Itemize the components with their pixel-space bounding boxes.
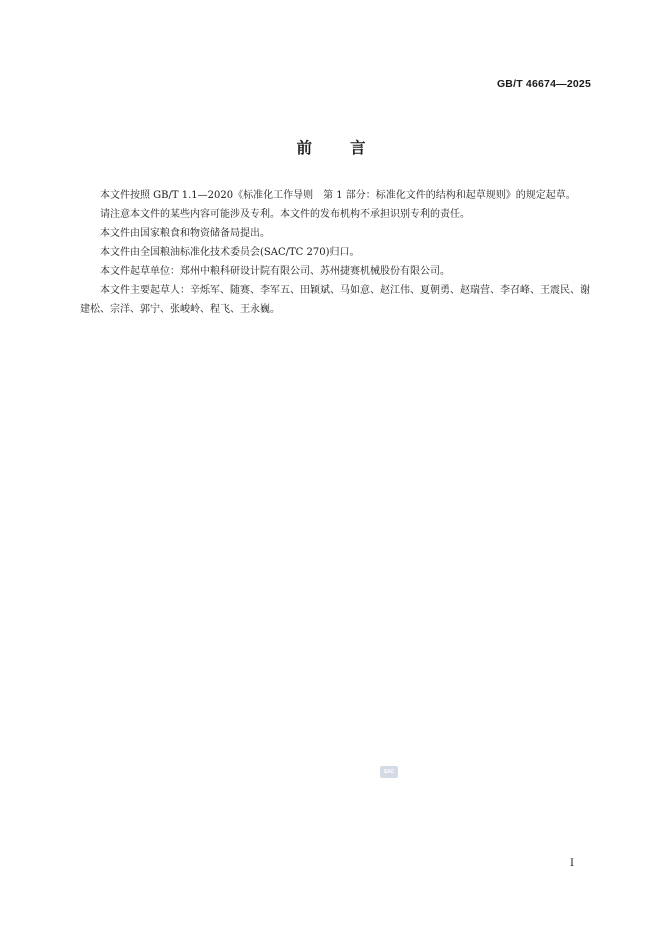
paragraph-patent-notice: 请注意本文件的某些内容可能涉及专利。本文件的发布机构不承担识别专利的责任。 xyxy=(100,209,470,220)
paragraph-committee: 本文件由全国粮油标准化技术委员会(SAC/TC 270)归口。 xyxy=(100,247,360,258)
page-number: I xyxy=(570,858,574,869)
title-char-2: 言 xyxy=(350,139,366,157)
foreword-body xyxy=(80,186,592,319)
standard-number: GB/T 46674—2025 xyxy=(496,78,591,90)
paragraph-drafters: 本文件主要起草人：辛烁军、随赛、李军五、田颖斌、马如意、赵江伟、夏朝勇、赵瑞营、李召峰、王震民、谢建松、宗洋、郭宁、张峻岭、程飞、王永巍。 xyxy=(80,285,590,315)
sac-watermark-logo: SAC xyxy=(380,766,398,778)
paragraph-proposer: 本文件由国家粮食和物资储备局提出。 xyxy=(100,228,270,239)
paragraph-drafting-units: 本文件起草单位：郑州中粮科研设计院有限公司、苏州捷赛机械股份有限公司。 xyxy=(100,266,450,277)
page-title xyxy=(0,136,662,158)
paragraph-drafting-rules: 本文件按照 GB/T 1.1—2020《标准化工作导则 第 1 部分：标准化文件的结构和起草规则》的规定起草。 xyxy=(100,190,576,201)
title-char-1: 前 xyxy=(296,139,312,157)
